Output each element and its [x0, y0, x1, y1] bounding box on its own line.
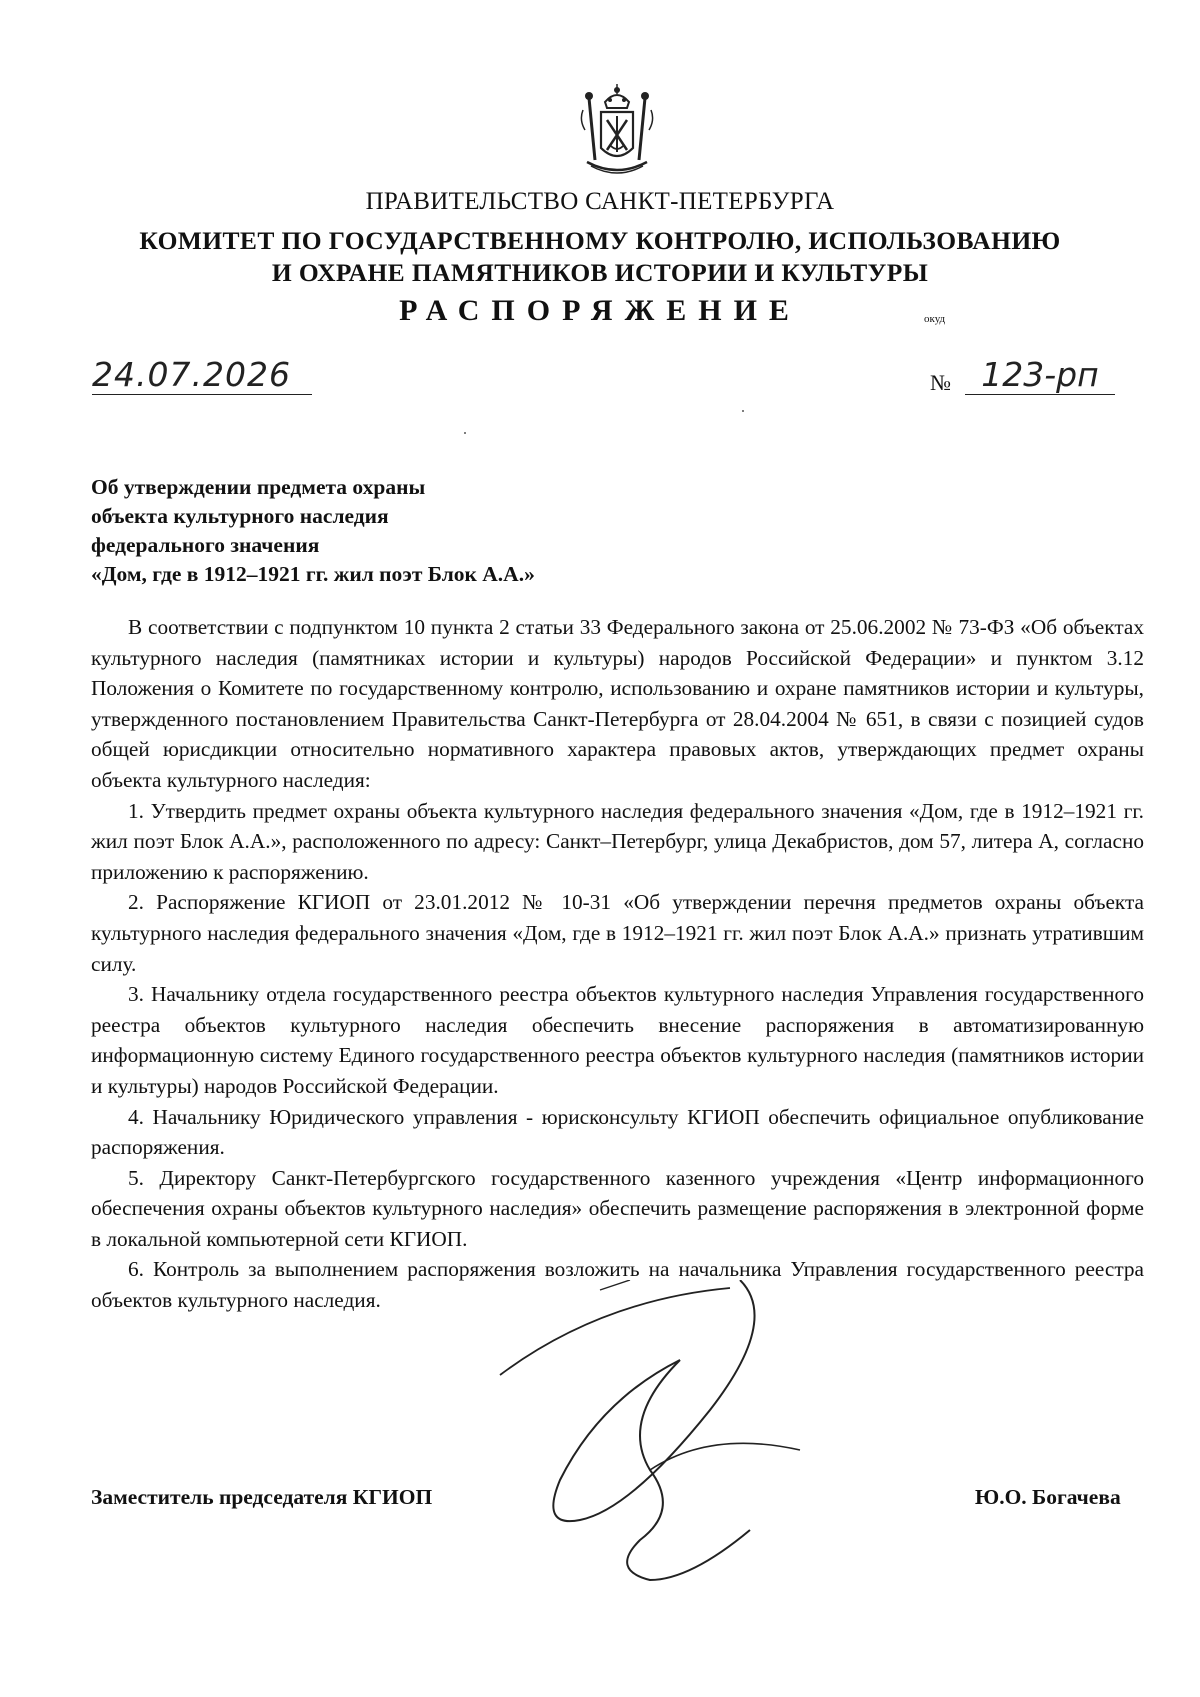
- document-body: [91, 612, 1144, 1316]
- signer-name: Ю.О. Богачева: [975, 1485, 1121, 1509]
- item-paragraph: 1. Утвердить предмет охраны объекта культурного наследия федерального значения «Дом, где в 1912–1921 гг. жил поэт Блок А.А.», расположенного по адресу: Санкт–Петербург, улица Декабристов, дом 57, литера А, согласно приложению к распоряжению.: [91, 798, 1144, 884]
- item-paragraph: 3. Начальнику отдела государственного реестра объектов культурного наследия Управления государственного реестра объектов культурного наследия обеспечить внесение распоряжения в автоматизированную информационную систему Единого государственного реестра объектов культурного наследия (памятников истории и культуры) народов Российской Федерации.: [91, 982, 1144, 1098]
- scan-speck: [464, 432, 466, 434]
- item-paragraph: 2. Распоряжение КГИОП от 23.01.2012 № 10-31 «Об утверждении перечня предметов охраны объекта культурного наследия федерального значения «Дом, где в 1912–1921 гг. жил поэт Блок А.А.» признать утратившим силу.: [91, 890, 1144, 976]
- government-name: ПРАВИТЕЛЬСТВО САНКТ-ПЕТЕРБУРГА: [365, 188, 835, 215]
- item-paragraph: 4. Начальнику Юридического управления - юрисконсульту КГИОП обеспечить официальное опубликование распоряжения.: [91, 1104, 1144, 1160]
- document-number: 123-рп: [965, 356, 1115, 395]
- subject-line: федерального значения: [91, 533, 320, 557]
- document-date: 24.07.2026: [92, 356, 312, 395]
- signer-position: Заместитель председателя КГИОП: [91, 1485, 433, 1509]
- subject-line: объекта культурного наследия: [91, 504, 389, 528]
- subject-line: «Дом, где в 1912–1921 гг. жил поэт Блок А.А.»: [91, 562, 535, 586]
- coat-of-arms-icon: [577, 80, 657, 180]
- item-paragraph: 6. Контроль за выполнением распоряжения возложить на начальника Управления государственного реестра объектов культурного наследия.: [91, 1257, 1144, 1313]
- subject-line: Об утверждении предмета охраны: [91, 475, 426, 499]
- number-label: №: [930, 370, 951, 395]
- item-paragraph: 5. Директору Санкт-Петербургского государственного казенного учреждения «Центр информационного обеспечения охраны объектов культурного наследия» обеспечить размещение распоряжения в электронной форме в локальной компьютерной сети КГИОП.: [91, 1165, 1144, 1251]
- document-type-title: РАСПОРЯЖЕНИЕ: [399, 294, 801, 327]
- committee-name-line1: КОМИТЕТ ПО ГОСУДАРСТВЕННОМУ КОНТРОЛЮ, ИСПОЛЬЗОВАНИЮ: [139, 226, 1061, 255]
- preamble-paragraph: В соответствии с подпунктом 10 пункта 2 статьи 33 Федерального закона от 25.06.2002 № 73-ФЗ «Об объектах культурного наследия (памятниках истории и культуры) народов Российской Федерации» и пунктом 3.12 Положения о Комитете по государственному контролю, использованию и охране памятников истории и культуры, утвержденного постановлением Правительства Санкт-Петербурга от 28.04.2004 № 651, в связи с позицией судов общей юрисдикции относительно нормативного характера правовых актов, утверждающих предмет охраны объекта культурного наследия:: [91, 615, 1144, 792]
- handwritten-signature: [480, 1280, 840, 1640]
- okud-label: окуд: [924, 313, 946, 325]
- scan-speck: [742, 410, 744, 412]
- committee-name-line2: И ОХРАНЕ ПАМЯТНИКОВ ИСТОРИИ И КУЛЬТУРЫ: [271, 258, 929, 287]
- document-subject: [91, 473, 791, 589]
